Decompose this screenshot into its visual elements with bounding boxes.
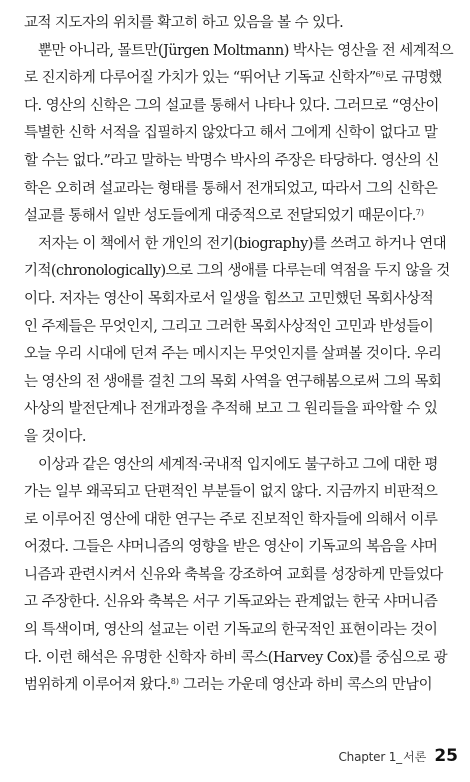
text-line: 학은 오히려 설교라는 형태를 통해서 전개되었고, 따라서 그의 신학은 (24, 180, 438, 197)
text-line: 고 주장한다. 신유와 축복은 서구 기독교와는 관계없는 한국 샤머니즘 (24, 594, 438, 611)
text-line: 오늘 우리 시대에 던져 주는 메시지는 무엇인지를 살펴볼 것이다. 우리 (24, 346, 442, 363)
page-number: 25 (434, 746, 458, 766)
text-line: 교적 지도자의 위치를 확고히 하고 있음을 볼 수 있다. (24, 15, 344, 31)
text-line: 뿐만 아니라, 몰트만(Jürgen Moltmann) 박사는 영산을 전 세계적으 (38, 42, 454, 59)
text-line: 기적(chronologically)으로 그의 생애를 다루는데 역점을 두지 않을 것 (24, 263, 450, 280)
footnote-marker: 6) (375, 70, 384, 80)
text-line: 범위하게 이루어져 왔다.$^{8)}$ 그러는 가운데 영산과 하비 콕스의 만남이 (24, 677, 433, 694)
section-label: 서론 (403, 750, 427, 764)
text-line: 다. 이런 해석은 유명한 신학자 하비 콕스(Harvey Cox)를 중심으로 광 (24, 649, 448, 666)
text-line: 다. 영산의 신학은 그의 설교를 통해서 나타나 있다. 그러므로 “영산이 (24, 97, 439, 114)
text-line: 인 주제들은 무엇인지, 그리고 그러한 목회사상적인 고민과 반성들이 (24, 318, 434, 335)
text-line: 이상과 같은 영산의 세계적·국내적 입지에도 불구하고 그에 대한 평 (38, 456, 438, 473)
text-line: 사상의 발전단계나 전개과정을 추적해 보고 그 원리들을 파악할 수 있 (24, 401, 438, 418)
text-line: 로 진지하게 다루어질 가치가 있는 “뛰어난 기독교 신학자”$^{6)}$로 규명했 (24, 70, 442, 87)
chapter-label: Chapter 1 (338, 750, 397, 764)
text-line: 가는 일부 왜곡되고 단편적인 부분들이 없지 않다. 지금까지 비판적으 (24, 484, 438, 501)
text-line: 의 특색이며, 영산의 설교는 이런 기독교의 한국적인 표현이라는 것이 (24, 622, 438, 639)
text-line: 을 것이다. (24, 428, 86, 445)
page-footer (339, 746, 459, 770)
footnote-marker: 8) (170, 677, 179, 687)
body-text (24, 10, 454, 700)
text-line: 로 이루어진 영산에 대한 연구는 주로 진보적인 학자들에 의해서 이루 (24, 511, 438, 528)
text-line: 설교를 통해서 일반 성도들에게 대중적으로 전달되었기 때문이다.$^{7)}$ (24, 208, 424, 225)
text-line: 이다. 저자는 영산이 목회자로서 일생을 힘쓰고 고민했던 목회사상적 (24, 290, 434, 307)
text-line: 특별한 신학 서적을 집필하지 않았다고 해서 그에게 신학이 없다고 말 (24, 125, 438, 142)
chapter-separator: _ (396, 750, 403, 764)
text-line: 는 영산의 전 생애를 걸친 그의 목회 사역을 연구해봄으로써 그의 목회 (24, 373, 442, 390)
text-line: 저자는 이 책에서 한 개인의 전기(biography)를 쓰려고 하거나 연대 (38, 235, 447, 252)
footnote-marker: 7) (415, 208, 424, 218)
text-line: 니즘과 관련시켜서 신유와 축복을 강조하여 교회를 성장하게 만들었다 (24, 566, 443, 583)
text-line: 할 수는 없다.”라고 말하는 박명수 박사의 주장은 타당하다. 영산의 신 (24, 152, 439, 169)
text-line: 어졌다. 그들은 샤머니즘의 영향을 받은 영산이 기독교의 복음을 샤머 (24, 539, 438, 556)
